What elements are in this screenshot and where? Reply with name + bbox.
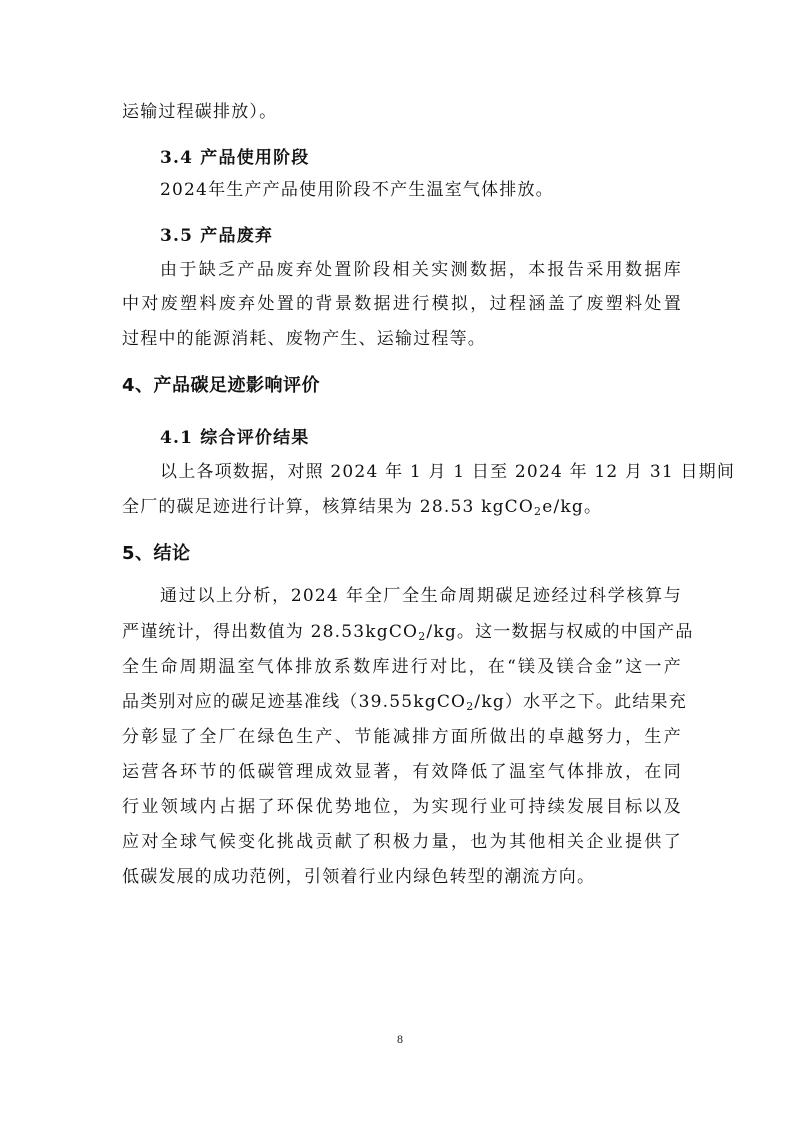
text-line: 由于缺乏产品废弃处置阶段相关实测数据，本报告采用数据库 [160,260,682,280]
text-line: 分彰显了全厂在绿色生产、节能减排方面所做出的卓越努力，生产 [122,727,682,747]
subscript: 2 [466,700,475,713]
section-heading-4: 4、产品碳足迹影响评价 [122,375,321,396]
section-heading-5: 5、结论 [122,543,191,564]
text-run: 严谨统计，得出数值为 28.53kgCO [122,622,419,642]
text-line: 过程中的能源消耗、废物产生、运输过程等。 [122,329,486,349]
text-line: 低碳发展的成功范例，引领着行业内绿色转型的潮流方向。 [122,867,596,887]
subsection-heading-3-5: 3.5 产品废弃 [160,226,274,246]
text-line: 全生命周期温室气体排放系数库进行对比，在“镁及镁合金”这一产 [122,657,682,677]
subsection-heading-3-4: 3.4 产品使用阶段 [160,148,310,168]
text-line: 中对废塑料废弃处置的背景数据进行模拟，过程涵盖了废塑料处置 [122,294,682,314]
text-run: 全厂的碳足迹进行计算，核算结果为 28.53 kgCO [122,497,535,517]
text-line: 以上各项数据，对照 2024 年 1 月 1 日至 2024 年 12 月 31 日期间 [160,462,736,482]
text-line: 应对全球气候变化挑战贡献了积极力量，也为其他相关企业提供了 [122,832,682,852]
text-line: 行业领域内占据了环保优势地位，为实现行业可持续发展目标以及 [122,797,682,817]
text-line-with-formula [122,495,682,519]
text-run: /kg）水平之下。此结果充 [474,692,687,712]
text-run: /kg。这一数据与权威的中国产品 [426,622,694,642]
text-line: 通过以上分析，2024 年全厂全生命周期碳足迹经过科学核算与 [160,586,682,606]
text-line: 2024年生产产品使用阶段不产生温室气体排放。 [160,180,554,200]
text-run: 品类别对应的碳足迹基准线（39.55kgCO [122,692,467,712]
text-line-with-formula [122,620,694,644]
page-number: 8 [397,1032,403,1046]
subscript: 2 [418,630,427,643]
text-run: e/kg。 [542,497,603,517]
text-line-with-formula [122,690,687,714]
text-line: 运营各环节的低碳管理成效显著，有效降低了温室气体排放，在同 [122,762,682,782]
text-line: 运输过程碳排放）。 [122,102,278,122]
subsection-heading-4-1: 4.1 综合评价结果 [160,428,310,448]
subscript: 2 [534,505,543,518]
